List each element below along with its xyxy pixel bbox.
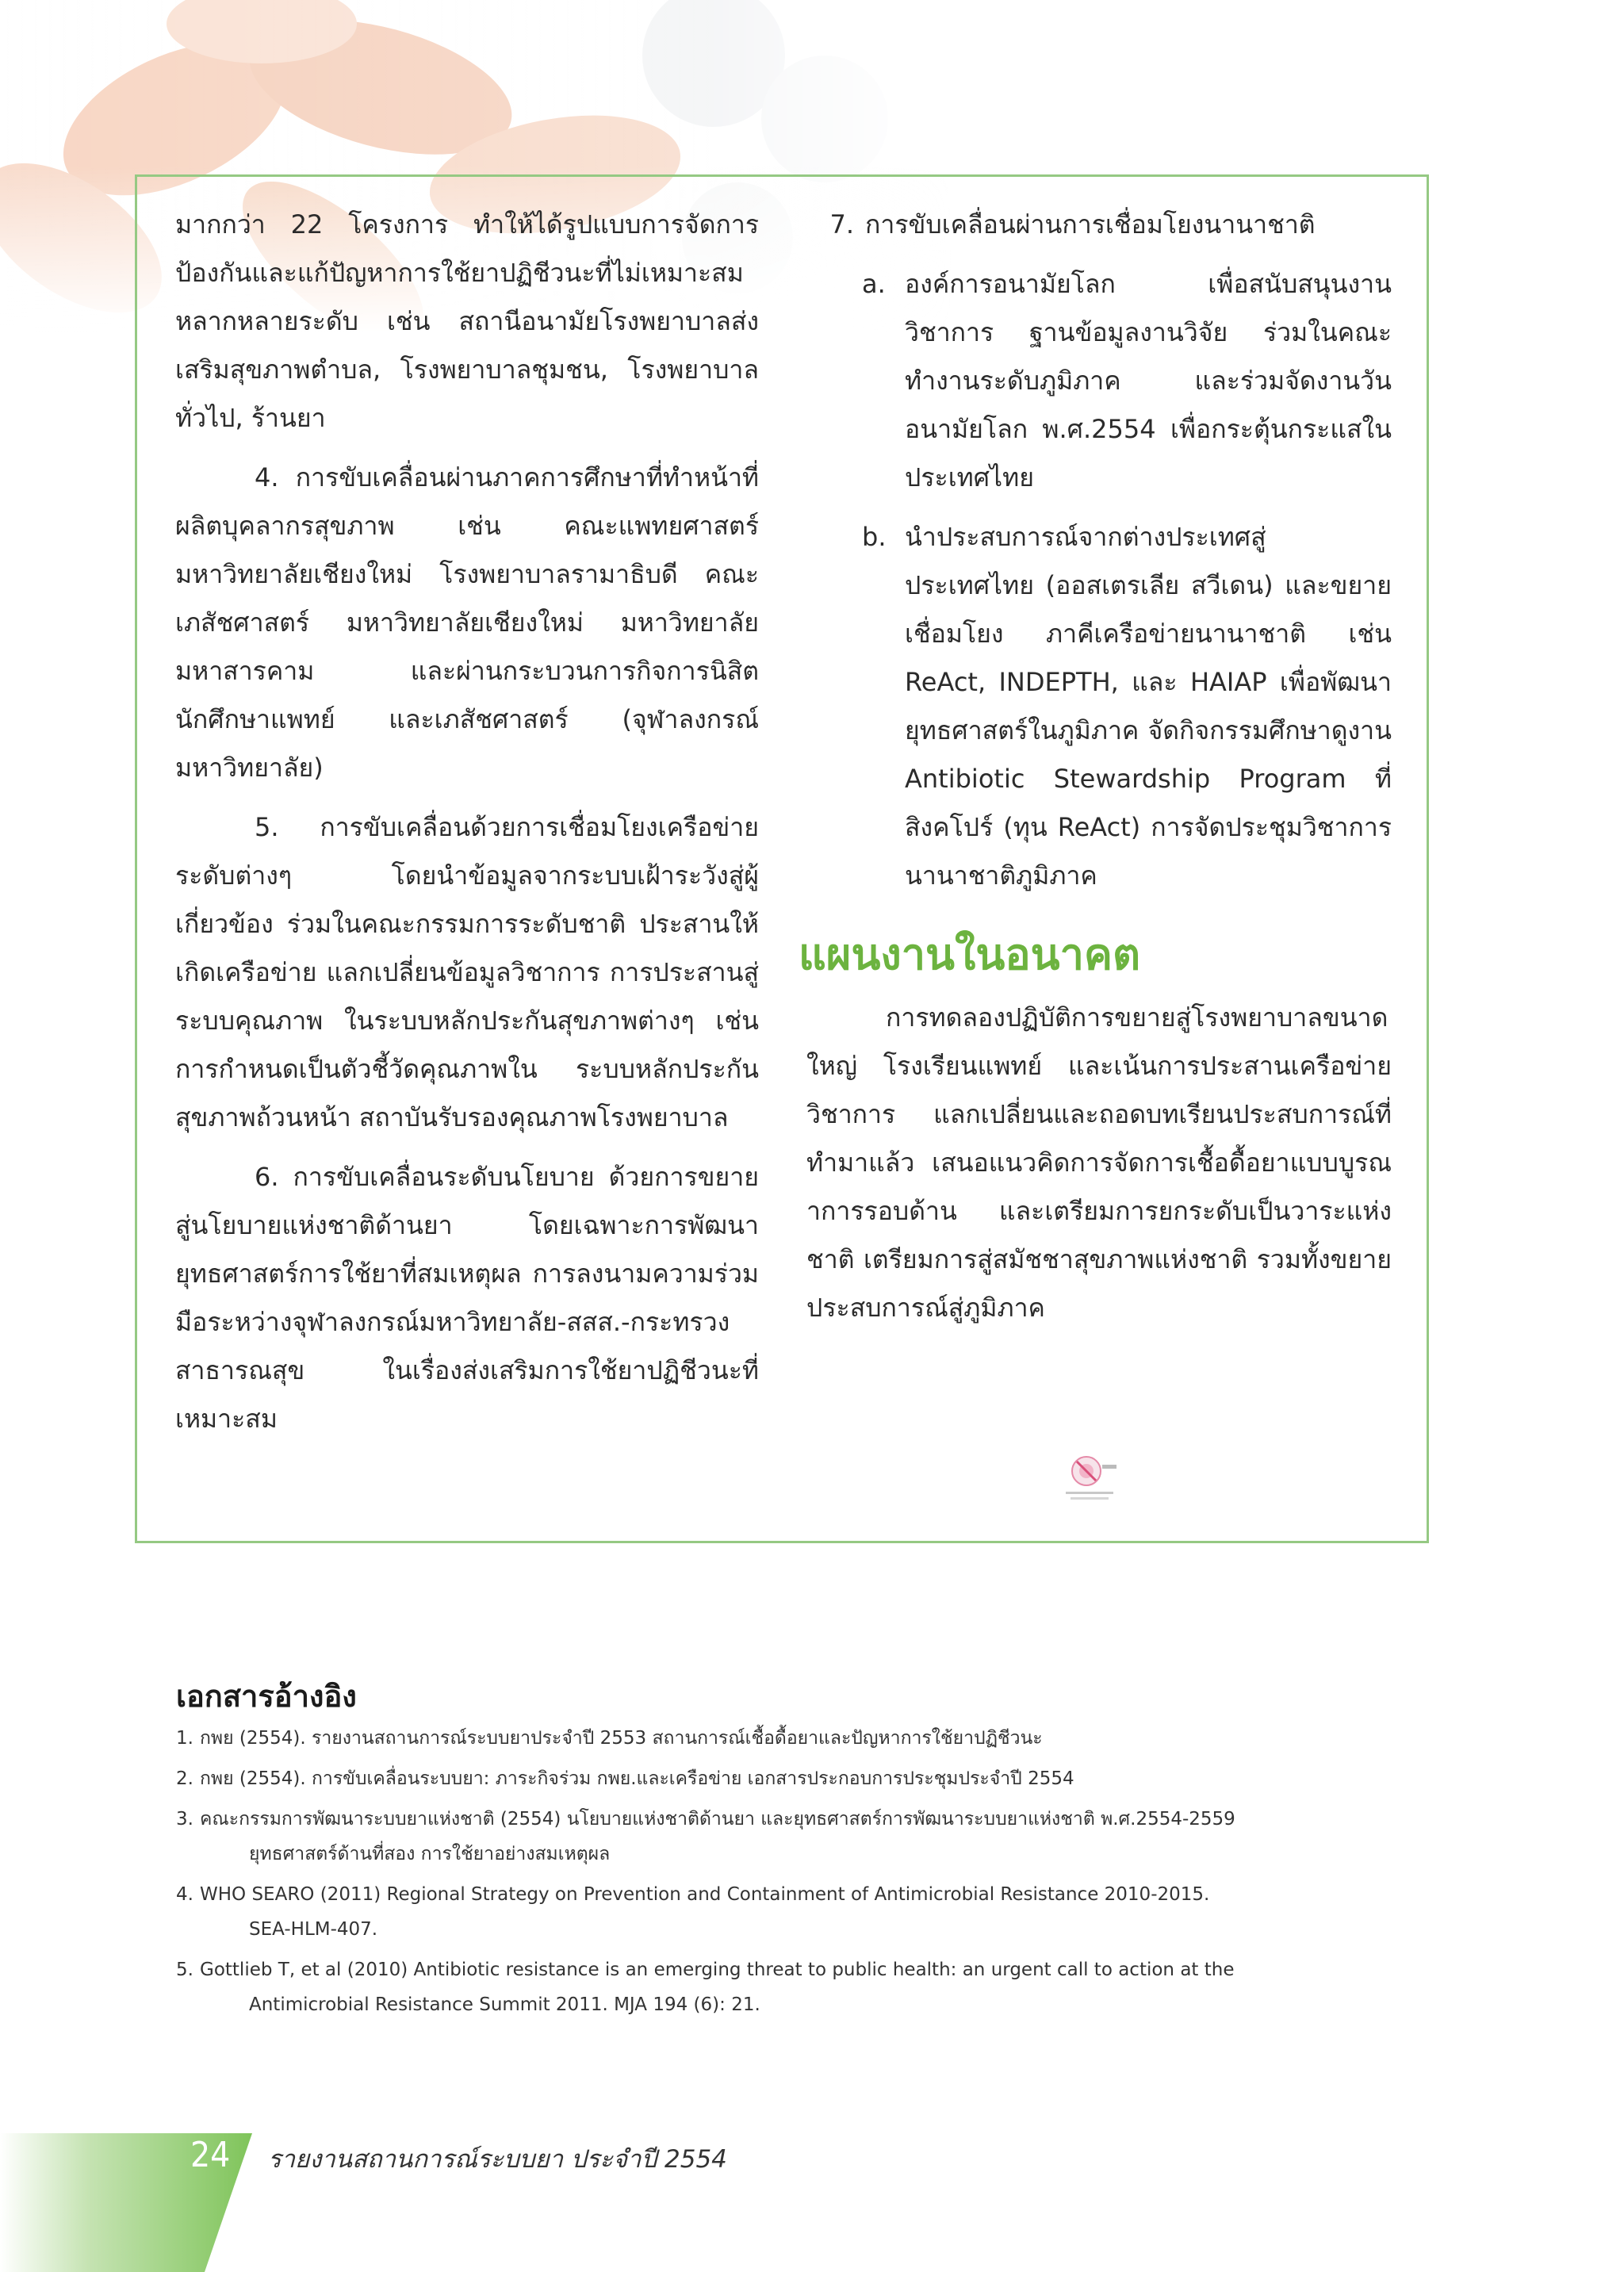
point-7-number: 7. [829,209,854,239]
reference-number: 1. [176,1728,193,1749]
reference-number: 5. [176,1960,193,1980]
reference-number: 2. [176,1768,193,1789]
point-5-paragraph: 5. การขับเคลื่อนด้วยการเชื่อมโยงเครือข่ายระดับต่างๆ โดยนำข้อมูลจากระบบเฝ้าระวังสู่ผู้เกี่ยวข้อง ร่วมในคณะกรรมการระดับชาติ ประสานให้เกิดเครือข่าย แลกเปลี่ยนข้อมูลวิชาการ การประสานสู่ระบบคุณภาพ ในระบบหลักประกันสุขภาพต่างๆ เช่น การกำหนดเป็นตัวชี้วัดคุณภาพใน ระบบหลักประกันสุขภาพถ้วนหน้า สถาบันรับรองคุณภาพโรงพยาบาล [175,812,759,1132]
reference-item [176,1877,1396,1947]
sub-item-a [862,260,1392,502]
reference-text-continued: SEA-HLM-407. [249,1919,378,1940]
reference-text: กพย (2554). รายงานสถานการณ์ระบบยาประจำปี 2553 สถานการณ์เชื้อดื้อยาและปัญหาการใช้ยาปฏิชีวนะ [200,1728,1043,1749]
reference-number: 3. [176,1809,193,1829]
point-7-item [806,201,1392,249]
references-heading: เอกสารอ้างอิง [176,1679,357,1714]
reference-text-continued: Antimicrobial Resistance Summit 2011. MJA 194 (6): 21. [249,1994,760,2015]
reference-text: คณะกรรมการพัฒนาระบบยาแห่งชาติ (2554) นโยบายแห่งชาติด้านยา และยุทธศาสตร์การพัฒนาระบบยาแห่งชาติ พ.ศ.2554-2559 [200,1809,1235,1829]
footer-report-title: รายงานสถานการณ์ระบบยา ประจำปี 2554 [268,2145,727,2174]
reference-text: Gottlieb T, et al (2010) Antibiotic resistance is an emerging threat to public health: an urgent call to action at the [200,1960,1235,1980]
point-7-text: การขับเคลื่อนผ่านการเชื่อมโยงนานาชาติ [865,209,1316,239]
point-6-paragraph: 6. การขับเคลื่อนระดับนโยบาย ด้วยการขยายสู่นโยบายแห่งชาติด้านยา โดยเฉพาะการพัฒนายุทธศาสตร์การใช้ยาที่สมเหตุผล การลงนามความร่วมมือระหว่างจุฬาลงกรณ์มหาวิทยาลัย-สสส.-กระทรวงสาธารณสุข ในเรื่องส่งเสริมการใช้ยาปฏิชีวนะที่เหมาะสม [175,1162,759,1434]
future-plans-paragraph: การทดลองปฏิบัติการขยายสู่โรงพยาบาลขนาดใหญ่ โรงเรียนแพทย์ และเน้นการประสานเครือข่ายวิชาการ แลกเปลี่ยนและถอดบทเรียนประสบการณ์ที่ทำมาแล้ว เสนอแนวคิดการจัดการเชื้อดื้อยาแบบบูรณาการรอบด้าน และเตรียมการยกระดับเป็นวาระแห่งชาติ เตรียมการสู่สมัชชาสุขภาพแห่งชาติ รวมทั้งขยายประสบการณ์สู่ภูมิภาค [806,1002,1392,1323]
references-list [176,1721,1396,2028]
reference-text: WHO SEARO (2011) Regional Strategy on Prevention and Containment of Antimicrobial Resistance 2010-2015. [200,1884,1210,1905]
sub-item-a-label: a. [862,269,886,299]
right-column [799,201,1392,1343]
organization-logo-icon [1058,1450,1121,1504]
content-frame [135,174,1429,1543]
reference-number: 4. [176,1884,193,1905]
left-column [175,201,759,1454]
reference-item [176,1952,1396,2022]
sub-item-b-label: b. [862,522,887,552]
point-4-paragraph: 4. การขับเคลื่อนผ่านภาคการศึกษาที่ทำหน้าที่ผลิตบุคลากรสุขภาพ เช่น คณะแพทยศาสตร์ มหาวิทยาลัยเชียงใหม่ โรงพยาบาลรามาธิบดี คณะเภสัชศาสตร์ มหาวิทยาลัยเชียงใหม่ มหาวิทยาลัยมหาสารคาม และผ่านกระบวนการกิจการนิสิตนักศึกษาแพทย์ และเภสัชศาสตร์ (จุฬาลงกรณ์มหาวิทยาลัย) [175,462,759,783]
intro-paragraph: มากกว่า 22 โครงการ ทำให้ได้รูปแบบการจัดการป้องกันและแก้ปัญหาการใช้ยาปฏิชีวนะที่ไม่เหมาะสมหลากหลายระดับ เช่น สถานีอนามัยโรงพยาบาลส่งเสริมสุขภาพตำบล, โรงพยาบาลชุมชน, โรงพยาบาลทั่วไป, ร้านยา [175,209,759,433]
reference-text: กพย (2554). การขับเคลื่อนระบบยา: ภาระกิจร่วม กพย.และเครือข่าย เอกสารประกอบการประชุมประจำปี 2554 [200,1768,1074,1789]
reference-item [176,1802,1396,1872]
sub-item-b [862,513,1392,900]
sub-item-b-text: นำประสบการณ์จากต่างประเทศสู่ประเทศไทย (ออสเตรเลีย สวีเดน) และขยายเชื่อมโยง ภาคีเครือข่ายนานาชาติ เช่น ReAct, INDEPTH, และ HAIAP เพื่อพัฒนายุทธศาสตร์ในภูมิภาค จัดกิจกรรมศึกษาดูงาน Antibiotic Stewardship Program ที่สิงคโปร์ (ทุน ReAct) การจัดประชุมวิชาการนานาชาติภูมิภาค [905,522,1392,891]
reference-item [176,1721,1396,1756]
future-plans-heading: แผนงานในอนาคต [799,929,1141,979]
reference-text-continued: ยุทธศาสตร์ด้านที่สอง การใช้ยาอย่างสมเหตุผล [249,1844,611,1864]
sub-item-a-text: องค์การอนามัยโลก เพื่อสนับสนุนงานวิชาการ ฐานข้อมูลงานวิจัย ร่วมในคณะทำงานระดับภูมิภาค และร่วมจัดงานวันอนามัยโลก พ.ศ.2554 เพื่อกระตุ้นกระแสในประเทศไทย [905,269,1392,492]
reference-item [176,1761,1396,1796]
page-number: 24 [190,2135,231,2175]
